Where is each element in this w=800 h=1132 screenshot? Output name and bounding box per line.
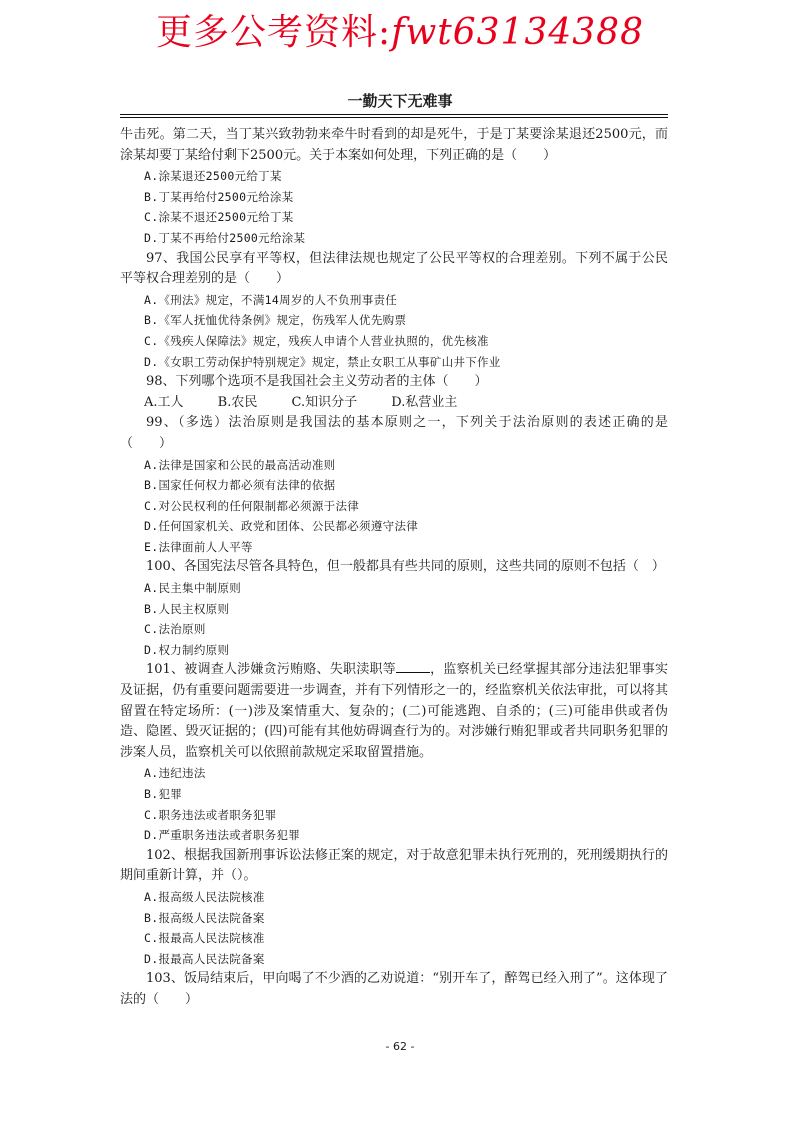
- q99-option-b: B.国家任何权力都必须有法律的依据: [144, 478, 336, 493]
- q98-option-d: D.私营业主: [391, 394, 458, 410]
- header-rule: [120, 114, 668, 118]
- q101-option-d: D.严重职务违法或者职务犯罪: [144, 828, 301, 843]
- q100-option-b: B.人民主权原则: [144, 601, 230, 616]
- q102-stem: 102、根据我国新刑事诉讼法修正案的规定，对于故意犯罪未执行死刑的，死刑缓期执行的期间重新计算，并（）。: [120, 847, 668, 884]
- q102-option-d: D.报最高人民法院备案: [144, 951, 265, 966]
- q98-option-b: B.农民: [217, 394, 258, 410]
- page-number: - 62 -: [385, 1040, 415, 1053]
- page-header: 一勤天下无难事: [347, 92, 453, 110]
- page-content: [120, 125, 668, 1011]
- q101-option-b: B.犯罪: [144, 787, 183, 801]
- q101-option-a: A.违纪违法: [144, 766, 206, 781]
- q100-option-d: D.权力制约原则: [144, 642, 230, 657]
- q97-option-b: B.《军人抚恤优待条例》规定，伤残军人优先购票: [144, 313, 407, 328]
- q99-stem: 99、（多选）法治原则是我国法的基本原则之一，下列关于法治原则的表述正确的是（ ）: [120, 415, 668, 451]
- q99-option-a: A.法律是国家和公民的最高活动准则: [144, 457, 336, 472]
- q98-options: [120, 393, 668, 414]
- q102-option-b: B.报高级人民法院备案: [144, 910, 265, 925]
- q101-blank: [396, 660, 430, 673]
- q99-option-e: E.法律面前人人平等: [144, 539, 253, 554]
- q99-option-c: C.对公民权利的任何限制都必须源于法律: [144, 498, 360, 513]
- q96-option-a: A.涂某退还2500元给丁某: [144, 169, 282, 184]
- q96-continuation: 牛击死。第二天，当丁某兴致勃勃来牵牛时看到的却是死牛，于是丁某要涂某退还2500元，而涂某却要丁某给付剩下2500元。关于本案如何处理，下列正确的是（ ）: [120, 127, 668, 163]
- q101-stem-a: 101、被调查人涉嫌贪污贿赂、失职渎职等: [146, 662, 396, 678]
- watermark: [0, 4, 800, 55]
- q101-option-c: C.职务违法或者职务犯罪: [144, 807, 277, 822]
- q97-option-a: A.《刑法》规定，不满14周岁的人不负刑事责任: [144, 292, 398, 307]
- q100-option-c: C.法治原则: [144, 622, 206, 637]
- q98-option-c: C.知识分子: [291, 394, 358, 410]
- q100-option-a: A.民主集中制原则: [144, 581, 242, 596]
- q101-stem-b: ，监察机关已经掌握其部分违法犯罪事实及证据，仍有重要问题需要进一步调查，并有下列情形之一的，经监察机关依法审批，可以将其留置在特定场所：(一)涉及案情重大、复杂的；(二)可能逃跑、自杀的；(三)可能串供或者伪造、隐匿、毁灭证据的；(四)可能有其他妨碍调查行为的。对涉嫌行贿犯罪或者共同职务犯罪的涉案人员，监察机关可以依照前款规定采取留置措施。: [120, 662, 668, 760]
- q98-option-a: A.工人: [144, 394, 184, 410]
- q101-stem: [120, 660, 668, 763]
- q99-option-d: D.任何国家机关、政党和团体、公民都必须遵守法律: [144, 519, 419, 534]
- q97-stem: 97、我国公民享有平等权，但法律法规也规定了公民平等权的合理差别。下列不属于公民平等权合理差别的是（ ）: [120, 250, 668, 287]
- q96-option-c: C.涂某不退还2500元给丁某: [144, 210, 294, 225]
- q102-option-a: A.报高级人民法院核准: [144, 889, 265, 904]
- watermark-prefix: 更多公考资料:: [156, 12, 392, 53]
- q97-option-d: D.《女职工劳动保护特别规定》规定，禁止女职工从事矿山井下作业: [144, 354, 501, 369]
- q98-stem: 98、下列哪个选项不是我国社会主义劳动者的主体（ ）: [146, 374, 488, 390]
- q100-stem: 100、各国宪法尽管各具特色，但一般都具有些共同的原则，这些共同的原则不包括（ ）: [146, 559, 665, 575]
- q103-stem: 103、饭局结束后，甲向喝了不少酒的乙劝说道：“别开车了，醉驾已经入刑了”。这体现了法的（ ）: [120, 971, 668, 1007]
- q102-option-c: C.报最高人民法院核准: [144, 931, 265, 946]
- q96-option-b: B.丁某再给付2500元给涂某: [144, 189, 294, 204]
- watermark-handle: fwt63134388: [391, 12, 644, 53]
- q96-option-d: D.丁某不再给付2500元给涂某: [144, 230, 306, 245]
- q97-option-c: C.《残疾人保障法》规定，残疾人申请个人营业执照的，优先核准: [144, 333, 489, 348]
